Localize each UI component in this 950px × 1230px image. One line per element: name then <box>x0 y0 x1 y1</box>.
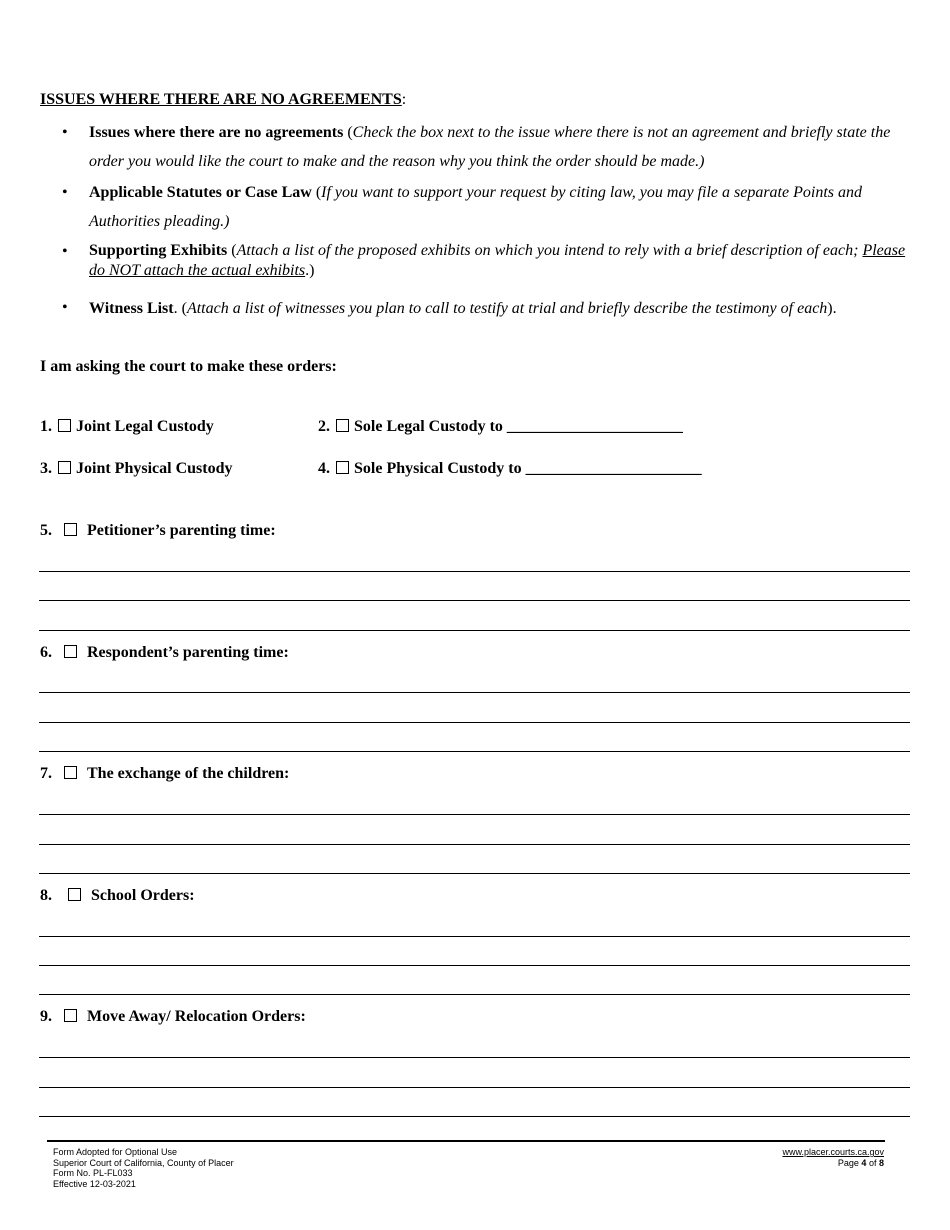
option-sole-legal-custody[interactable] <box>318 418 683 436</box>
answer-line[interactable] <box>39 571 910 572</box>
checkbox[interactable] <box>58 461 71 474</box>
checkbox[interactable] <box>58 419 71 432</box>
section-label: Move Away/ Relocation Orders: <box>87 1008 306 1025</box>
bullet-icon: • <box>62 124 68 141</box>
instruction-title: Issues where there are no agreements <box>89 124 344 141</box>
bullet-icon: • <box>62 243 68 260</box>
instruction-text: Attach a list of the proposed exhibits on which you intend to rely with a brief description of each; <box>236 242 859 259</box>
instruction-paren: ( <box>343 124 353 141</box>
section-move-away-relocation[interactable] <box>40 1008 306 1026</box>
instruction-bullet <box>89 294 914 323</box>
instruction-title: Witness List <box>89 300 174 317</box>
answer-line[interactable] <box>39 722 910 723</box>
section-heading <box>40 91 406 109</box>
section-exchange-of-children[interactable] <box>40 765 289 783</box>
instruction-title: Supporting Exhibits <box>89 242 228 259</box>
option-sole-physical-custody[interactable] <box>318 460 702 478</box>
option-number: 4. <box>318 460 330 477</box>
answer-line[interactable] <box>39 692 910 693</box>
option-joint-legal-custody[interactable] <box>40 418 214 436</box>
section-number: 7. <box>40 765 52 782</box>
option-label: Joint Physical Custody <box>76 460 233 477</box>
instruction-paren: ( <box>227 242 237 259</box>
page-of: of <box>868 1157 877 1168</box>
instruction-emphasis: Please do NOT attach the actual exhibits <box>89 242 906 279</box>
footer-form-info <box>53 1147 234 1189</box>
instruction-title: Applicable Statutes or Case Law <box>89 184 312 201</box>
bullet-icon: • <box>62 299 68 316</box>
instruction-bullet <box>89 241 919 281</box>
checkbox[interactable] <box>64 766 77 779</box>
court-website-link[interactable]: www.placer.courts.ca.gov <box>782 1147 884 1157</box>
section-school-orders[interactable] <box>40 887 195 905</box>
bullet-icon: • <box>62 184 68 201</box>
footer-effective-date: Effective 12-03-2021 <box>53 1178 136 1189</box>
answer-line[interactable] <box>39 965 910 966</box>
page-number <box>782 1158 884 1169</box>
page-label: Page <box>837 1157 859 1168</box>
section-heading-title: ISSUES WHERE THERE ARE NO AGREEMENTS <box>40 91 402 108</box>
instruction-text: Check the box next to the issue where there is not an agreement and briefly state the order you would like the court to make and the reason why you think the order should be made.) <box>89 124 891 170</box>
section-label: School Orders: <box>91 887 195 904</box>
section-label: The exchange of the children: <box>87 765 290 782</box>
footer-court: Superior Court of California, County of Placer <box>53 1157 234 1168</box>
option-number: 1. <box>40 418 52 435</box>
answer-line[interactable] <box>39 873 910 874</box>
answer-line[interactable] <box>39 936 910 937</box>
answer-line[interactable] <box>39 600 910 601</box>
checkbox[interactable] <box>64 523 77 536</box>
checkbox[interactable] <box>336 419 349 432</box>
option-number: 2. <box>318 418 330 435</box>
answer-line[interactable] <box>39 1116 910 1117</box>
section-heading-colon: : <box>401 91 407 108</box>
instruction-paren: .) <box>305 262 315 279</box>
instruction-text: Attach a list of witnesses you plan to call to testify at trial and briefly describe the testimony of each <box>186 300 828 317</box>
footer-divider <box>47 1140 885 1142</box>
footer-form-number: Form No. PL-FL033 <box>53 1168 133 1178</box>
instruction-paren: ( <box>311 184 322 201</box>
section-number: 5. <box>40 522 52 539</box>
orders-intro: I am asking the court to make these orders: <box>40 358 337 375</box>
footer-adopted: Form Adopted for Optional Use <box>53 1147 178 1157</box>
instruction-paren: . ( <box>173 300 187 317</box>
page-current: 4 <box>861 1157 867 1168</box>
option-label: Sole Physical Custody to ______________________ <box>354 460 702 477</box>
option-label: Joint Legal Custody <box>76 418 214 435</box>
answer-line[interactable] <box>39 630 910 631</box>
answer-line[interactable] <box>39 1087 910 1088</box>
checkbox[interactable] <box>64 645 77 658</box>
answer-line[interactable] <box>39 844 910 845</box>
instruction-bullet <box>89 118 914 176</box>
section-label: Respondent’s parenting time: <box>87 644 289 661</box>
answer-line[interactable] <box>39 994 910 995</box>
instruction-paren: ). <box>827 300 837 317</box>
section-number: 9. <box>40 1008 52 1025</box>
checkbox[interactable] <box>336 461 349 474</box>
footer-page-info <box>782 1147 884 1168</box>
instruction-text: If you want to support your request by citing law, you may file a separate Points and Authorities pleading.) <box>89 184 862 230</box>
option-joint-physical-custody[interactable] <box>40 460 232 478</box>
answer-line[interactable] <box>39 751 910 752</box>
option-number: 3. <box>40 460 52 477</box>
section-petitioner-parenting-time[interactable] <box>40 522 276 540</box>
section-respondent-parenting-time[interactable] <box>40 644 289 662</box>
instruction-bullet <box>89 178 914 236</box>
option-label: Sole Legal Custody to ______________________ <box>354 418 683 435</box>
page-total: 8 <box>878 1157 884 1168</box>
section-label: Petitioner’s parenting time: <box>87 522 276 539</box>
checkbox[interactable] <box>68 888 81 901</box>
answer-line[interactable] <box>39 814 910 815</box>
checkbox[interactable] <box>64 1009 77 1022</box>
section-number: 8. <box>40 887 52 904</box>
answer-line[interactable] <box>39 1057 910 1058</box>
section-number: 6. <box>40 644 52 661</box>
